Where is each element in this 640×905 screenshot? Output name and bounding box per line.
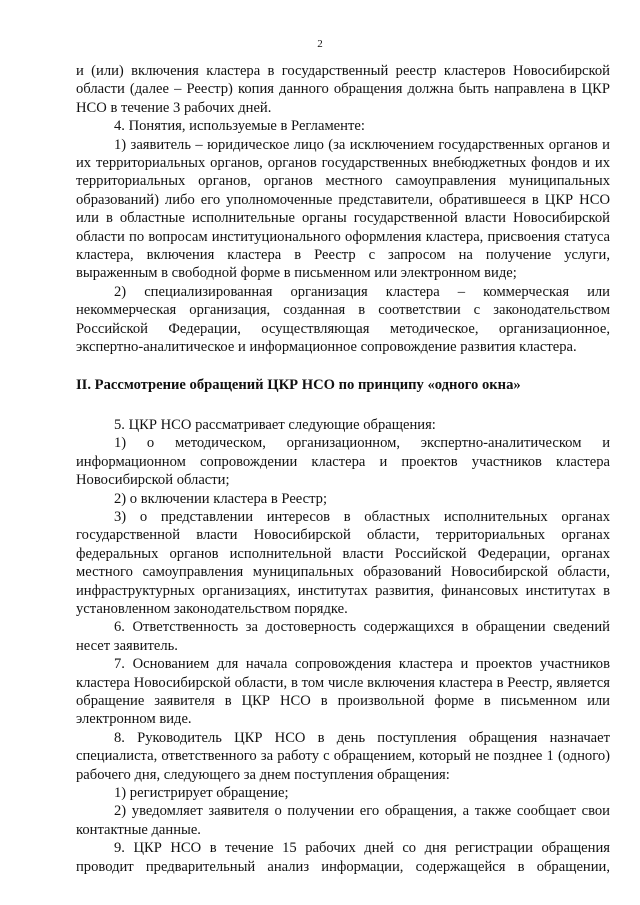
paragraph-item-8-1: 1) регистрирует обращение; [114, 785, 289, 802]
section-heading: II. Рассмотрение обращений ЦКР НСО по принципу «одного окна» [76, 376, 521, 393]
paragraph-definition-organization: 2) специализированная организация кластера – коммерческая или некоммерческая организация, созданная в соответствии с законодательством Российской Федерации, осуществляющая методическое, организационное, экспертно-аналитическое и информационное сопровождение развития кластера. [76, 283, 610, 356]
paragraph-item-5-1: 1) о методическом, организационном, экспертно-аналитическом и информационном сопровождении кластера и проектов участников кластера Новосибирской области; [76, 435, 610, 489]
paragraph-item-6: 6. Ответственность за достоверность содержащихся в обращении сведений несет заявитель. [76, 619, 610, 654]
paragraph-item-9: 9. ЦКР НСО в течение 15 рабочих дней со дня регистрации обращения проводит предварительный анализ информации, содержащейся в обращении, [76, 840, 610, 875]
paragraph-item-8: 8. Руководитель ЦКР НСО в день поступления обращения назначает специалиста, ответственного за работу с обращением, который не позднее 1 (одного) рабочего дня, следующего за днем поступления обращения: [76, 729, 610, 783]
paragraph-item-5-3: 3) о представлении интересов в областных исполнительных органах государственной власти Новосибирской области, территориальных органах федеральных органов исполнительной власти Российской Федерации, органах местного самоуправления муниципальных образований Новосибирской области, инфраструктурных организациях, институтах развития, финансовых институтах в установленном законодательством порядке. [76, 508, 610, 617]
paragraph-item-4: 4. Понятия, используемые в Регламенте: [114, 118, 365, 135]
page-number: 2 [317, 38, 323, 50]
paragraph-item-5-2: 2) о включении кластера в Реестр; [114, 490, 328, 507]
paragraph-item-5: 5. ЦКР НСО рассматривает следующие обращения: [114, 416, 436, 433]
paragraph-definition-applicant: 1) заявитель – юридическое лицо (за исключением государственных органов и их территориальных органов, органов государственных внебюджетных фондов и их территориальных органов, органов местного самоуправления муниципальных образований) либо его уполномоченные представители, обратившееся в ЦКР НСО или в областные исполнительные органы государственной власти Новосибирской области по вопросам институционального оформления кластера, присвоения статуса кластера, включения кластера в Реестр с запросом на получение услуги, выраженным в свободной форме в письменном или электронном виде; [76, 136, 610, 282]
paragraph-item-8-2: 2) уведомляет заявителя о получении его обращения, а также сообщает свои контактные данные. [76, 803, 610, 838]
paragraph-continuation: и (или) включения кластера в государственный реестр кластеров Новосибирской области (далее – Реестр) копия данного обращения должна быть направлена в ЦКР НСО в течение 3 рабочих дней. [76, 63, 610, 116]
document-body [76, 62, 610, 876]
paragraph-item-7: 7. Основанием для начала сопровождения кластера и проектов участников кластера Новосибирской области, в том числе включения кластера в Реестр, является обращение заявителя в ЦКР НСО в произвольной форме в письменном или электронном виде. [76, 656, 610, 728]
